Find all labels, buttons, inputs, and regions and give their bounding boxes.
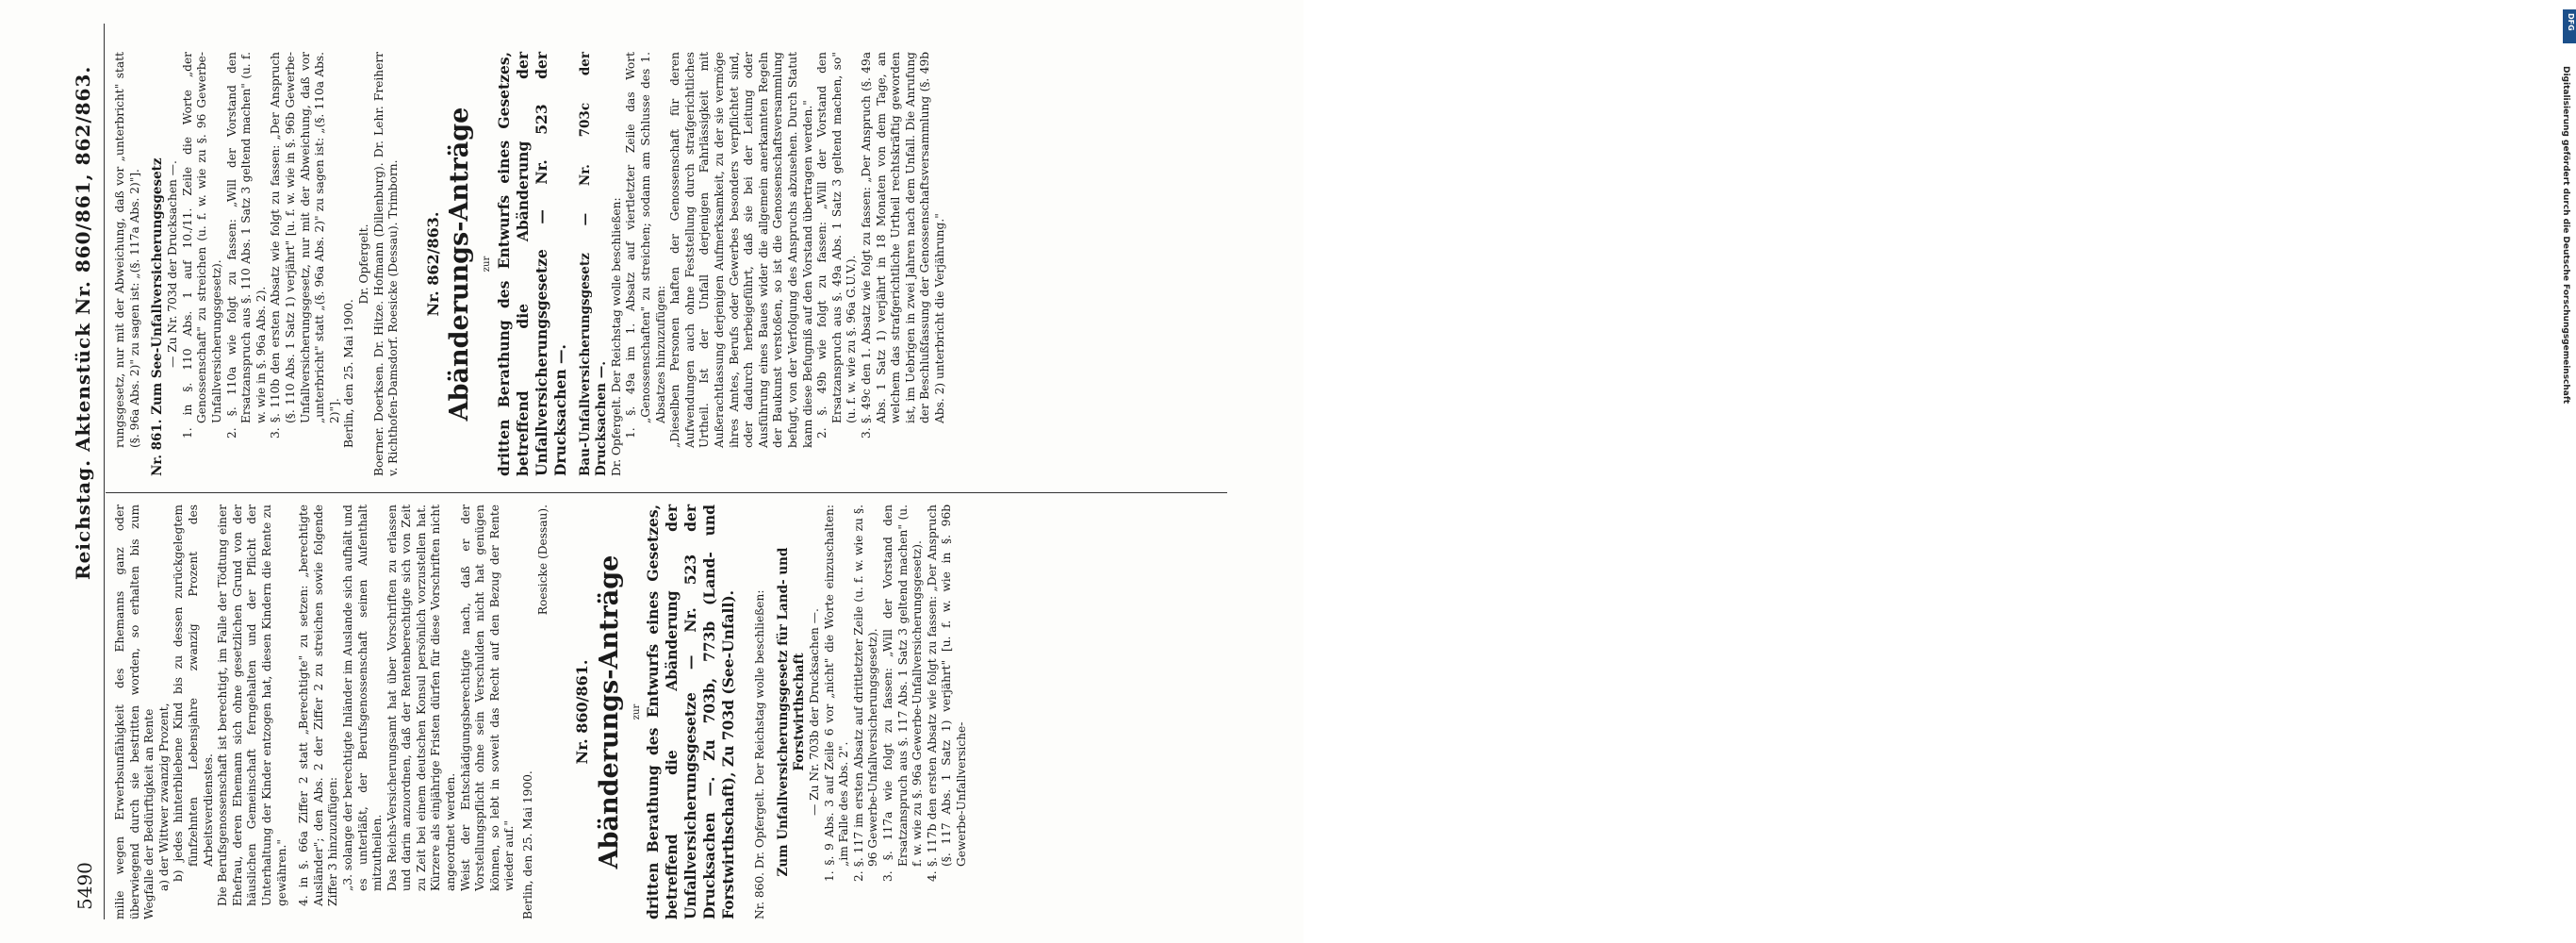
paragraph: Weist der Entschädigungsberechtigte nach, daß er der Vorstellungspflicht ohne sein Verschulden nicht hat genügen können, so lebt in soweit das Recht auf den Bezug der Rente wieder auf." (458, 505, 517, 891)
signature: Dr. Opfergelt. (356, 223, 370, 305)
dfg-logo: DFG (2563, 9, 2576, 43)
section-heading: Abänderungs-Anträge (594, 554, 624, 869)
zur-label: zur (631, 703, 642, 720)
digitization-note: Digitalisierung gefördert durch die Deutsche Forschungsgemeinschaft (2561, 66, 2570, 405)
reference-line: — Zu Nr. 703b der Drucksachen —. (808, 608, 821, 816)
header-rule (104, 24, 105, 919)
list-item: 1. in §. 110 Abs. 1 auf 10./11. Zeile die Worte „der Genossenschaft" zu streichen (u. f. w. wie zu §. 96 Gewerbe-Unfallversicherungsgesetz). (180, 52, 223, 438)
lead-paragraph: dritten Berathung des Entwurfs eines Gesetzes, betreffend die Abänderung der Unfallversicherungsgesetze — Nr. 523 der Drucksachen —. Zu 703b, 773b (Land- und Forstwirthschaft), Zu 703d (See-Unfall). (644, 505, 738, 919)
paragraph: Das Reichs-Versicherungsamt hat über Vorschriften zu erlassen und darin anzuordnen, daß der Rentenberechtigte sich von Zeit zu Zeit bei einem deutschen Konsul persönlich vorzustellen hat. Kürzere als einjährige Fristen dürfen für diese Vorschriften nicht angeordnet werden. (385, 505, 458, 891)
list-item: 3. §. 117a wie folgt zu fassen: „Will der Vorstand den Ersatzanspruch aus §. 117 Abs. 1 Satz 3 geltend machen" (u. f. w. wie zu §. 96a Gewerbe-Unfallversicherungsgesetz). (880, 505, 925, 882)
list-item: 2. §. 117 im ersten Absatz auf drittletzter Zeile (u. f. w. wie zu §. 96 Gewerbe-Unfallversicherungsgesetz). (851, 505, 880, 882)
date-line: Berlin, den 25. Mai 1900. (521, 770, 535, 919)
list-item: 4. §. 117b den ersten Absatz wie folgt zu fassen: „Der Anspruch (§. 117 Abs. 1 Satz 1) verjährt" [u. f. w. wie in §. 96b Gewerbe-Unfallversiche- (925, 505, 968, 882)
date-line: Berlin, den 25. Mai 1900. (342, 299, 356, 448)
rotated-page (68, 24, 1265, 919)
document-number: Nr. 862/863. (423, 211, 442, 317)
list-item: 2. §. 110a wie folgt zu fassen: „Will der Vorstand den Ersatzanspruch aus §. 110 Abs. 1 Satz 3 geltend machen" (u. f. w. wie in §. 96a Abs. 2). (224, 52, 268, 438)
list-item: 1. §. 49a im 1. Absatz auf viertletzter Zeile das Wort „Genossenschaften" zu streichen; sodann am Schlusse des 1. Absatzes hinzuzufügen: (624, 52, 667, 438)
list-item: 1. §. 9 Abs. 3 auf Zeile 6 vor „nicht" die Worte einzuschalten: „im Falle des Abs. 2". (822, 505, 851, 882)
motion-line: Dr. Opfergelt. Der Reichstag wolle beschließen: (609, 197, 623, 476)
list-item: b) jedes hinterbliebene Kind bis zu dessen zurückgelegtem fünfzehnten Lebensjahre zwanzig Prozent des Arbeitsverdienstes. (172, 505, 215, 882)
signature: Roesicke (Dessau). (535, 505, 550, 616)
list-item: 4. in §. 66a Ziffer 2 statt „Berechtigte" zu setzen: „berechtigte Ausländer"; den Abs. 2 der Ziffer 2 zu streichen sowie folgende Ziffer 3 hinzuzufügen: (297, 505, 340, 906)
continuation-paragraph: rungsgesetz, nur mit der Abweichung, daß vor „unterbricht" statt (§. 96a Abs. 2)" zu sagen ist: „(§. 117a Abs. 2)"]. (113, 52, 141, 448)
quoted-paragraph: „3. solange der berechtigte Inländer im Auslande sich aufhält und es unterläßt, der Berufsgenossenschaft seinen Aufenthalt mitzutheilen. (340, 505, 385, 891)
list-item: 3. §. 49c den 1. Absatz wie folgt zu fassen: „Der Anspruch (§. 49a Abs. 1 Satz 1) verjährt in 18 Monaten von dem Tage, an welchem das strafgerichtliche Urtheil rechtskräftig geworden ist, im Uebrigen in zwei Jahren nach dem Unfall. Die Anrufung der Beschlußfassung der Genossenschaftsversammlung (§. 49b Abs. 2) unterbricht die Verjährung." (859, 52, 946, 438)
paragraph: Die Berufsgenossenschaft ist berechtigt, im Falle der Tödtung einer Ehefrau, deren Ehemann sich ohne gesetzlichen Grund von der häuslichen Gemeinschaft ferngehalten und der Pflicht der Unterhaltung der Kinder entzogen hat, diesen Kindern die Rente zu gewähren." (216, 505, 288, 906)
list-item: a) der Wittwer zwanzig Prozent, (156, 703, 171, 891)
digitization-credit (1274, 0, 2575, 943)
right-column (113, 52, 948, 476)
list-item: 3. §. 110b den ersten Absatz wie folgt zu fassen: „Der Anspruch (§. 110 Abs. 1 Satz 1) verjährt" [u. f. w. wie in §. 96b Gewerbe-Unfallversicherungsgesetz, nur mit der Abweichung, daß vor „unterbricht" statt „(§. 96a Abs. 2)" zu sagen ist: „(§. 110a Abs. 2)"]. (269, 52, 341, 438)
section-heading: Abänderungs-Anträge (445, 107, 475, 422)
subsection-heading: Zum Unfallversicherungsgesetz für Land- und Forstwirthschaft (776, 547, 807, 877)
document-number: Nr. 860/861. (573, 659, 592, 765)
list-item: 2. §. 49b wie folgt zu fassen: „Will der Vorstand den Ersatzanspruch aus §. 49a Abs. 1 Satz 3 geltend machen, so" (u. f. w. wie zu §. 96a G.U.V.). (815, 52, 859, 438)
column-divider (106, 492, 1227, 493)
zur-label: zur (482, 256, 493, 273)
intro-paragraph: milie wegen Erwerbsunfähigkeit des Ehemanns ganz oder überwiegend durch sie bestritten worden, so erhalten bis zum Wegfalle der Bedürftigkeit an Rente (113, 505, 156, 919)
page-header (68, 24, 106, 919)
left-column (113, 505, 970, 919)
quoted-paragraph: „Dieselben Personen haften der Genossenschaft für deren Aufwendungen auch ohne Feststellung durch strafgerichtliches Urtheil. Ist der Unfall derjenigen Fahrlässigkeit mit Außerachtlassung derjenigen Aufmerksamkeit, zu der sie vermöge ihres Amtes, Berufs oder Gewerbes besonders verpflichtet sind, oder dadurch herbeigeführt, daß sie bei der Leitung oder Ausführung eines Baues wider die allgemein anerkannten Regeln der Baukunst verstoßen, so ist die Genossenschaftsversammlung befugt, von der Verfolgung des Anspruchs abzusehen. Durch Statut kann diese Befugniß auf den Vorstand übertragen werden." (668, 52, 814, 448)
motion-line: Nr. 860. Dr. Opfergelt. Der Reichstag wolle beschließen: (753, 589, 767, 919)
signature-list: Boerner. Doerksen. Dr. Hitze. Hofmann (Dillenburg). Dr. Lehr. Freiherr v. Richthofen-Damsdorf. Roesicke (Dessau). Trimborn. (371, 52, 401, 476)
subsection-heading: Nr. 861. Zum See-Unfallversicherungsgesetz (150, 157, 166, 476)
page-number: 5490 (74, 862, 96, 910)
lead-paragraph: dritten Berathung des Entwurfs eines Gesetzes, betreffend die Abänderung der Unfallversicherungsgesetze — Nr. 523 der Drucksachen —. (494, 52, 569, 476)
subsection-heading: Bau-Unfallversicherungsgesetz — Nr. 703c der Drucksachen —. (577, 52, 609, 476)
page-title: Reichstag. Aktenstück Nr. 860/861, 862/863. (72, 65, 94, 580)
reference-line: — Zu Nr. 703d der Drucksachen —. (166, 160, 180, 368)
